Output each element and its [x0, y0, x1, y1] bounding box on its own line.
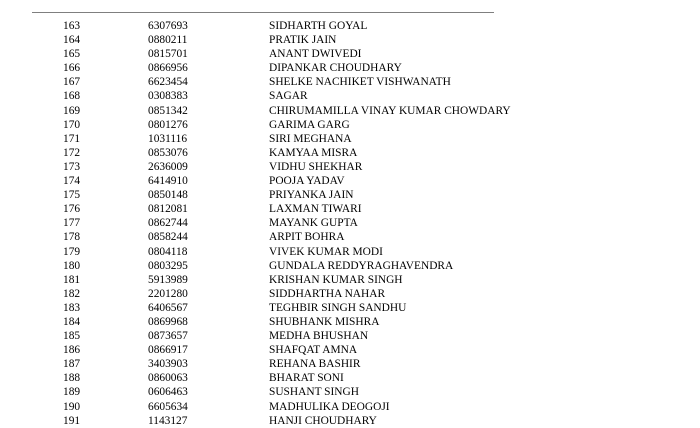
serial-number: 168 [63, 90, 81, 103]
list-item [0, 174, 700, 188]
list-item [0, 357, 700, 371]
candidate-name: SHELKE NACHIKET VISHWANATH [269, 76, 451, 89]
list-item [0, 400, 700, 414]
list-item [0, 287, 700, 301]
serial-number: 170 [63, 118, 81, 131]
candidate-name: MAYANK GUPTA [269, 217, 358, 230]
serial-number: 191 [63, 414, 81, 427]
serial-number: 186 [63, 344, 81, 357]
list-item [0, 202, 700, 216]
list-item [0, 188, 700, 202]
candidate-name: SAGAR [269, 90, 308, 103]
list-item [0, 343, 700, 357]
serial-number: 182 [63, 287, 81, 300]
roll-number: 3403903 [148, 358, 188, 371]
roll-number: 0812081 [148, 203, 188, 216]
serial-number: 166 [63, 62, 81, 75]
list-item [0, 33, 700, 47]
roll-number: 6414910 [148, 175, 188, 188]
roll-number: 0853076 [148, 146, 188, 159]
list-item [0, 273, 700, 287]
list-item [0, 315, 700, 329]
roll-number: 0862744 [148, 217, 188, 230]
serial-number: 172 [63, 146, 81, 159]
serial-number: 188 [63, 372, 81, 385]
serial-number: 181 [63, 273, 81, 286]
candidate-name: SIDDHARTHA NAHAR [269, 287, 386, 300]
candidate-name: BHARAT SONI [269, 372, 344, 385]
serial-number: 175 [63, 189, 81, 202]
list-item [0, 132, 700, 146]
list-item [0, 371, 700, 385]
roll-number: 0858244 [148, 231, 188, 244]
candidate-name: CHIRUMAMILLA VINAY KUMAR CHOWDARY [269, 104, 511, 117]
results-list [0, 19, 700, 427]
candidate-name: PRATIK JAIN [269, 34, 337, 47]
roll-number: 0866917 [148, 344, 188, 357]
serial-number: 165 [63, 48, 81, 61]
candidate-name: SHAFQAT AMNA [269, 344, 358, 357]
candidate-name: DIPANKAR CHOUDHARY [269, 62, 402, 75]
top-rule [32, 12, 494, 13]
serial-number: 173 [63, 160, 81, 173]
list-item [0, 89, 700, 103]
roll-number: 6406567 [148, 301, 188, 314]
roll-number: 0869968 [148, 315, 188, 328]
candidate-name: SUSHANT SINGH [269, 386, 359, 399]
list-item [0, 146, 700, 160]
roll-number: 0873657 [148, 330, 188, 343]
serial-number: 187 [63, 358, 81, 371]
list-item [0, 385, 700, 399]
serial-number: 171 [63, 132, 81, 145]
list-item [0, 75, 700, 89]
list-item [0, 245, 700, 259]
candidate-name: VIVEK KUMAR MODI [269, 245, 383, 258]
roll-number: 0851342 [148, 104, 188, 117]
candidate-name: GUNDALA REDDYRAGHAVENDRA [269, 259, 454, 272]
serial-number: 185 [63, 330, 81, 343]
list-item [0, 329, 700, 343]
candidate-name: KRISHAN KUMAR SINGH [269, 273, 403, 286]
list-item [0, 414, 700, 427]
serial-number: 183 [63, 301, 81, 314]
candidate-name: TEGHBIR SINGH SANDHU [269, 301, 407, 314]
serial-number: 163 [63, 20, 81, 32]
serial-number: 180 [63, 259, 81, 272]
serial-number: 167 [63, 76, 81, 89]
roll-number: 5913989 [148, 273, 188, 286]
candidate-name: SHUBHANK MISHRA [269, 315, 380, 328]
list-item [0, 118, 700, 132]
list-item [0, 47, 700, 61]
candidate-name: POOJA YADAV [269, 175, 345, 188]
list-item [0, 216, 700, 230]
list-item [0, 19, 700, 33]
serial-number: 176 [63, 203, 81, 216]
roll-number: 0804118 [148, 245, 188, 258]
serial-number: 179 [63, 245, 81, 258]
candidate-name: ARPIT BOHRA [269, 231, 345, 244]
roll-number: 0880211 [148, 34, 188, 47]
roll-number: 0815701 [148, 48, 188, 61]
roll-number: 6605634 [148, 400, 188, 413]
roll-number: 0606463 [148, 386, 188, 399]
serial-number: 178 [63, 231, 81, 244]
candidate-name: REHANA BASHIR [269, 358, 361, 371]
candidate-name: LAXMAN TIWARI [269, 203, 362, 216]
serial-number: 184 [63, 315, 81, 328]
roll-number: 0860063 [148, 372, 188, 385]
roll-number: 6623454 [148, 76, 188, 89]
roll-number: 0803295 [148, 259, 188, 272]
candidate-name: SIRI MEGHANA [269, 132, 352, 145]
list-item [0, 230, 700, 244]
candidate-name: ANANT DWIVEDI [269, 48, 362, 61]
roll-number: 6307693 [148, 20, 188, 32]
candidate-name: HANJI CHOUDHARY [269, 414, 377, 427]
roll-number: 1031116 [148, 132, 188, 145]
list-item [0, 104, 700, 118]
candidate-name: GARIMA GARG [269, 118, 350, 131]
serial-number: 189 [63, 386, 81, 399]
roll-number: 2201280 [148, 287, 188, 300]
list-item [0, 61, 700, 75]
candidate-name: MEDHA BHUSHAN [269, 330, 369, 343]
roll-number: 0850148 [148, 189, 188, 202]
candidate-name: PRIYANKA JAIN [269, 189, 354, 202]
serial-number: 169 [63, 104, 81, 117]
candidate-name: MADHULIKA DEOGOJI [269, 400, 390, 413]
serial-number: 164 [63, 34, 81, 47]
list-item [0, 259, 700, 273]
list-item [0, 301, 700, 315]
serial-number: 190 [63, 400, 81, 413]
roll-number: 0866956 [148, 62, 188, 75]
roll-number: 1143127 [148, 414, 188, 427]
roll-number: 0801276 [148, 118, 188, 131]
roll-number: 0308383 [148, 90, 188, 103]
roll-number: 2636009 [148, 160, 188, 173]
list-item [0, 160, 700, 174]
candidate-name: VIDHU SHEKHAR [269, 160, 363, 173]
serial-number: 174 [63, 175, 81, 188]
serial-number: 177 [63, 217, 81, 230]
candidate-name: SIDHARTH GOYAL [269, 20, 368, 32]
candidate-name: KAMYAA MISRA [269, 146, 358, 159]
